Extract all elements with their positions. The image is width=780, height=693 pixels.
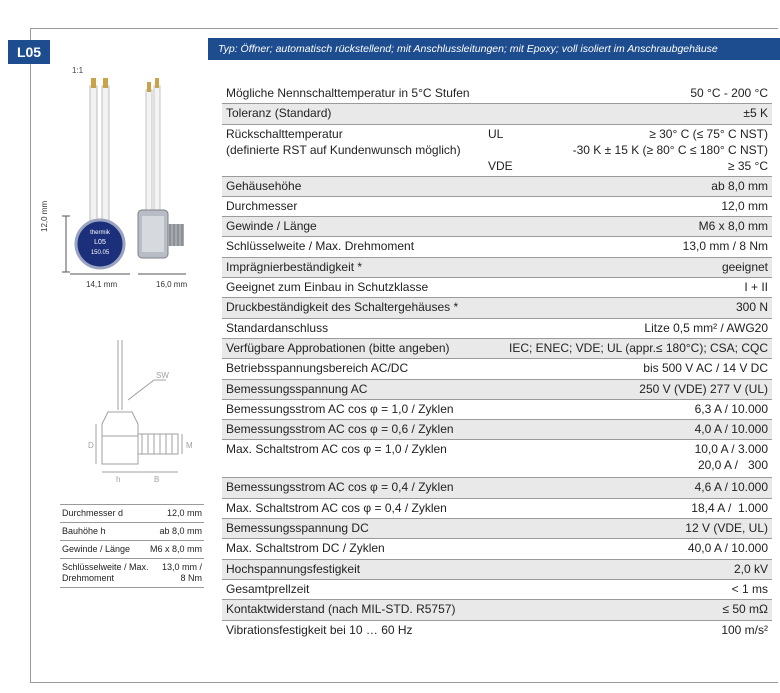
spec-row: Verfügbare Approbationen (bitte angeben) IEC; ENEC; VDE; UL (appr.≤ 180°C); CSA; CQC [222, 339, 772, 359]
spec-row: Gesamtprellzeit < 1 ms [222, 580, 772, 600]
sw-label: SW [156, 371, 169, 380]
product-badge: L05 [8, 40, 50, 64]
spec-row: Toleranz (Standard) ±5 K [222, 104, 772, 124]
spec-row: Bemessungsstrom AC cos φ = 1,0 / Zyklen 6,3 A / 10.000 [222, 400, 772, 420]
spec-row: Max. Schaltstrom DC / Zyklen 40,0 A / 10.000 [222, 539, 772, 559]
spec-row-max-ac: Max. Schaltstrom AC cos φ = 1,0 / Zyklen 10,0 A / 3.000 20,0 A / 300 [222, 440, 772, 478]
d-label: D [88, 441, 94, 450]
spec-row: Max. Schaltstrom AC cos φ = 0,4 / Zyklen 18,4 A / 1.000 [222, 499, 772, 519]
dimension-table [60, 504, 204, 588]
spec-row: Bemessungsstrom AC cos φ = 0,4 / Zyklen 4,6 A / 10.000 [222, 478, 772, 498]
dim-row: Gewinde / Länge M6 x 8,0 mm [60, 541, 204, 559]
spec-row: Mögliche Nennschalttemperatur in 5°C Stufen 50 °C - 200 °C [222, 84, 772, 104]
h-label: h [116, 475, 121, 484]
dim-row: Durchmesser d 12,0 mm [60, 504, 204, 523]
width-a-dim-label: 14,1 mm [86, 280, 118, 289]
spec-row: Bemessungsstrom AC cos φ = 0,6 / Zyklen 4,0 A / 10.000 [222, 420, 772, 440]
spec-row: Durchmesser 12,0 mm [222, 197, 772, 217]
spec-row: Schlüsselweite / Max. Drehmoment 13,0 mm / 8 Nm [222, 237, 772, 257]
width-b-dim-label: 16,0 mm [156, 280, 188, 289]
spec-row: Druckbeständigkeit des Schaltergehäuses * 300 N [222, 298, 772, 318]
code-label: 150.05 [90, 250, 110, 256]
spec-row: Kontaktwiderstand (nach MIL-STD. R5757) ≤ 50 mΩ [222, 600, 772, 620]
spec-row: Standardanschluss Litze 0,5 mm² / AWG20 [222, 319, 772, 339]
brand-label: thermik [90, 230, 110, 236]
spec-row: Gewinde / Länge M6 x 8,0 mm [222, 217, 772, 237]
dim-row: Schlüsselweite / Max. Drehmoment 13,0 mm / 8 Nm [60, 559, 204, 588]
spec-row: Betriebsspannungsbereich AC/DC bis 500 V AC / 14 V DC [222, 359, 772, 379]
spec-row: Geeignet zum Einbau in Schutzklasse I + II [222, 278, 772, 298]
spec-row-rst: Rückschalttemperatur (definierte RST auf Kundenwunsch möglich) UL ≥ 30° C (≤ 75° C NST) -30 K ± 15 K (≥ 80° C ≤ 180° C NST) VDE ≥ 35 °C [222, 125, 772, 177]
product-photo [58, 76, 208, 291]
technical-drawing [62, 340, 202, 490]
m-label: M [186, 441, 193, 450]
dim-row: Bauhöhe h ab 8,0 mm [60, 523, 204, 541]
b-label: B [154, 475, 160, 484]
scale-label: 1:1 [72, 66, 84, 75]
model-label: L05 [94, 239, 106, 246]
spec-row: Imprägnierbeständigkeit * geeignet [222, 258, 772, 278]
specs-table [222, 84, 772, 641]
spec-row: Bemessungsspannung AC 250 V (VDE) 277 V (UL) [222, 380, 772, 400]
spec-row: Hochspannungsfestigkeit 2,0 kV [222, 560, 772, 580]
height-dim-label: 12,0 mm [40, 200, 49, 232]
spec-row: Gehäusehöhe ab 8,0 mm [222, 177, 772, 197]
spec-row: Bemessungsspannung DC 12 V (VDE, UL) [222, 519, 772, 539]
spec-row: Vibrationsfestigkeit bei 10 … 60 Hz 100 m/s² [226, 622, 768, 637]
type-description-bar: Typ: Öffner; automatisch rückstellend; mit Anschlussleitungen; mit Epoxy; voll isoliert im Anschraubgehäuse [208, 38, 780, 60]
